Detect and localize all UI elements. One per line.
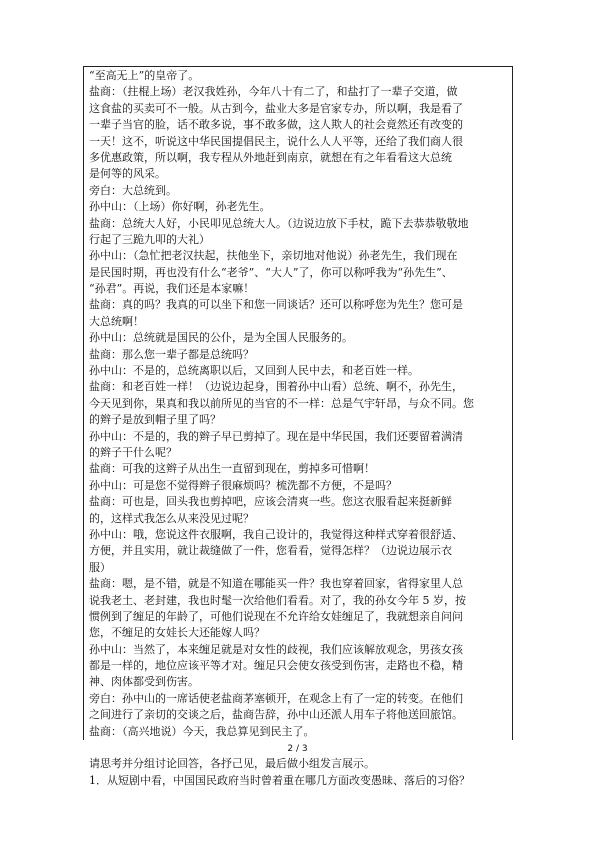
document-body — [89, 68, 509, 789]
text-line: 之间进行了亲切的交谈之后，盐商告辞，孙中山还派人用车子将他送回旅馆。 — [89, 708, 463, 722]
text-line: 请思考并分组讨论回答，各抒己见，最后做小组发言展示。 — [89, 757, 375, 771]
text-line: 惯例到了缠足的年龄了，可他们说现在不允许给女娃缠足了，我就想亲自问问 — [89, 609, 463, 623]
text-line: 孙中山：（急忙把老汉扶起，扶他坐下，亲切地对他说）孙老先生，我们现在 — [89, 249, 458, 263]
text-line: 今天见到你，果真和我以前所见的当官的不一样：总是气宇轩昂，与众不同。您 — [89, 396, 474, 410]
text-line: 都是一样的，地位应该平等才对。缠足只会使女孩受到伤害，走路也不稳，精 — [89, 659, 463, 673]
text-line: 旁白：大总统到。 — [89, 183, 177, 197]
text-line: 盐商：可也是，回头我也剪掉吧，应该会清爽一些。您这衣服看起来挺新鲜 — [89, 495, 452, 509]
text-line: 盐商：和老百姓一样！（边说边起身，围着孙中山看）总统、啊不，孙先生， — [89, 380, 463, 394]
text-line: 孙中山：可是您不觉得辫子很麻烦吗？梳洗都不方便，不是吗？ — [89, 478, 397, 492]
text-line: 这食盐的买卖可不一般。从古到今，盐业大多是官家专办，所以啊，我是看了 — [89, 101, 463, 115]
text-line: 服） — [89, 560, 111, 574]
page-number: 2 / 3 — [287, 744, 308, 754]
text-line: 盐商：总统大人好，小民叩见总统大人。（边说边放下手杖，跪下去恭恭敬敬地 — [89, 216, 469, 230]
text-line: 孙中山：总统就是国民的公仆，是为全国人民服务的。 — [89, 331, 353, 345]
text-line: 一天！这不，听说这中华民国提倡民主，说什么人人平等，还给了我们商人很 — [89, 134, 463, 148]
text-line: 孙中山：哦，您说这件衣服啊，我自己设计的，我觉得这种样式穿着很舒适、 — [89, 527, 463, 541]
text-line: 的辫子干什么呢？ — [89, 445, 177, 459]
text-line: 方便，并且实用，就让裁缝做了一件，您看看，觉得怎样？（边说边展示衣 — [89, 544, 452, 558]
text-line: 盐商：真的吗？我真的可以坐下和您一同谈话？还可以称呼您为先生？您可是 — [89, 298, 463, 312]
text-line: 盐商：（拄棍上场）老汉我姓孙，今年八十有二了，和盐打了一辈子交道，做 — [89, 85, 458, 99]
text-line: 旁白：孙中山的一席话使老盐商茅塞顿开，在观念上有了一定的转变。在他们 — [89, 691, 463, 705]
text-line: 孙中山：不是的，我的辫子早已剪掉了。现在是中华民国，我们还要留着满清 — [89, 429, 463, 443]
text-line: 盐商：嗯，是不错，就是不知道在哪能买一件？我也穿着回家，省得家里人总 — [89, 577, 463, 591]
text-line: 多优惠政策，所以啊，我专程从外地赶到南京，就想在有之年看看这大总统 — [89, 150, 452, 164]
text-line: 行起了三跪九叩的大礼） — [89, 232, 210, 246]
text-line: 的，这样式我怎么从来没见过呢？ — [89, 511, 254, 525]
text-line: 是何等的风采。 — [89, 167, 166, 181]
text-line: “至高无上”的皇帝了。 — [89, 69, 200, 82]
text-line: 盐商：那么您一辈子都是总统吗？ — [89, 347, 254, 361]
text-line: 孙中山：（上场）你好啊，孙老先生。 — [89, 200, 271, 214]
text-line: 说我老土、老封建，我也时髦一次给他们看看。对了，我的孙女今年 5 岁，按 — [89, 593, 466, 607]
text-line: 大总统啊！ — [89, 314, 144, 328]
text-line: 孙中山：不是的，总统离职以后，又回到人民中去，和老百姓一样。 — [89, 364, 419, 378]
text-line: 您，不缠足的女娃长大还能嫁人吗？ — [89, 626, 265, 640]
text-line: 1．从短剧中看，中国国民政府当时曾着重在哪几方面改变愚昧、落后的习俗？ — [89, 773, 470, 787]
text-line: 一辈子当官的脸，话不敢多说，事不敢多做，这人欺人的社会竟然还有改变的 — [89, 118, 463, 132]
text-line: 是民国时期，再也没有什么“老爷”、“大人”了，你可以称呼我为“孙先生”、 — [89, 265, 453, 279]
text-line: 神、肉体都受到伤害。 — [89, 675, 199, 689]
text-line: 的辫子是放到帽子里了吗？ — [89, 413, 221, 427]
text-line: 盐商：可我的这辫子从出生一直留到现在，剪掉多可惜啊！ — [89, 462, 375, 476]
text-line: “孙君”。再说，我们还是本家嘛！ — [89, 282, 255, 296]
text-line: 孙中山：当然了，本来缠足就是对女性的歧视，我们应该解放观念，男孩女孩 — [89, 642, 463, 656]
text-line: 盐商：（高兴地说）今天，我总算见到民主了。 — [89, 724, 315, 738]
